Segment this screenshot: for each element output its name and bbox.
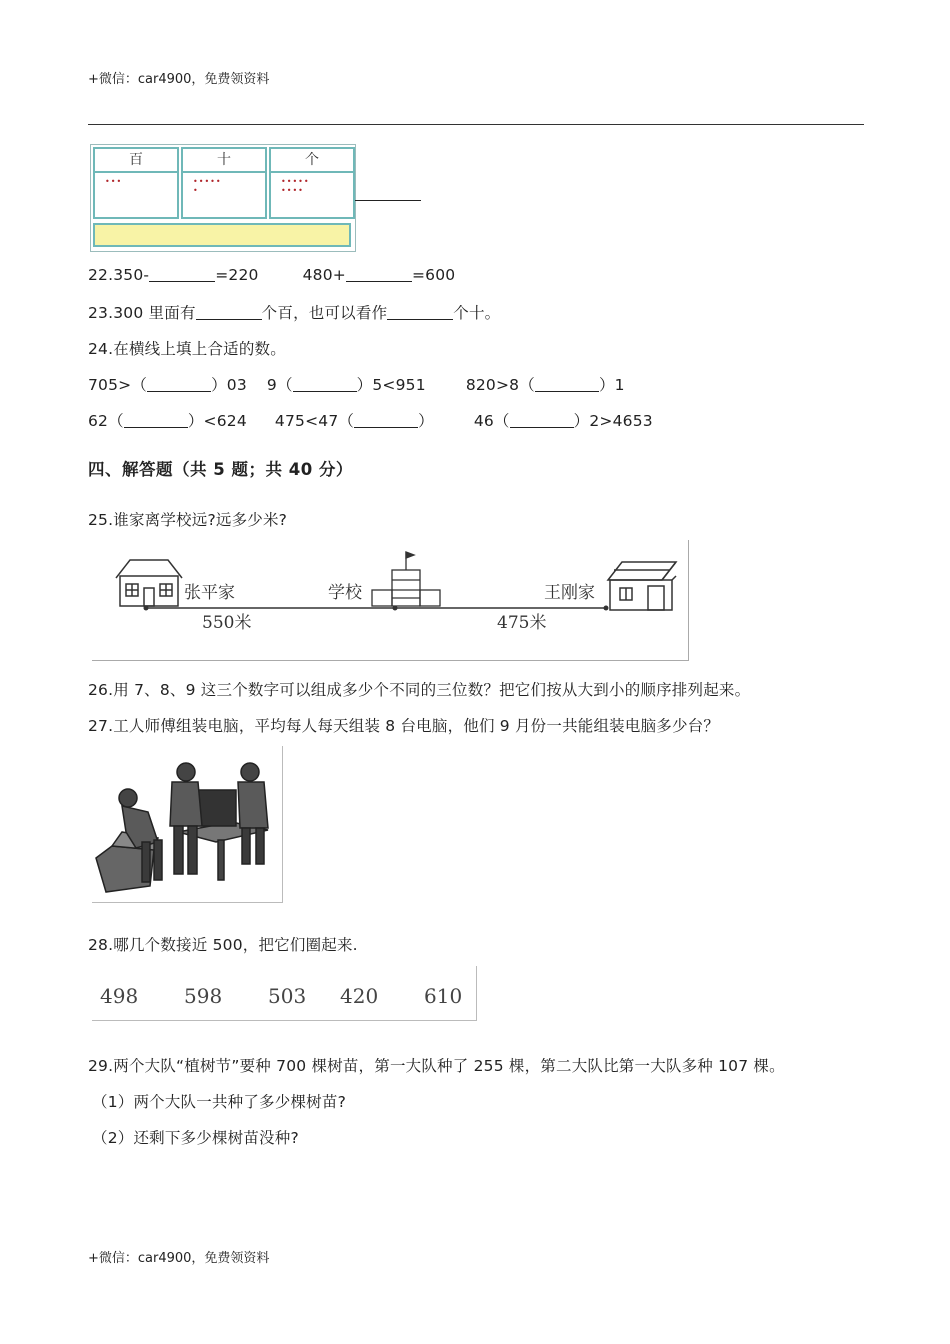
- q22-part-a: 22.350-: [88, 266, 150, 284]
- workers-illustration: [92, 746, 282, 902]
- q24-r2-blank-3[interactable]: [510, 413, 574, 428]
- question-27: 27.工人师傅组装电脑，平均每人每天组装 8 台电脑，他们 9 月份一共能组装电脑多少台？: [88, 717, 720, 735]
- answer-strip: [93, 223, 351, 247]
- point-right: [604, 606, 609, 611]
- answer-blank[interactable]: [355, 200, 421, 201]
- q24-r1-c: 9（: [266, 376, 293, 394]
- section-title: 四、解答题（共 5 题；共 40 分）: [88, 460, 353, 479]
- question-29-part-2: （2）还剩下多少棵树苗没种?: [92, 1129, 299, 1147]
- point-school: [393, 606, 398, 611]
- question-28: 28.哪几个数接近 500，把它们圈起来.: [88, 936, 358, 954]
- q23-blank-1[interactable]: [196, 305, 262, 320]
- number-4[interactable]: 420: [340, 984, 379, 1008]
- q24-r2-f: ）2>4653: [573, 412, 653, 430]
- number-5[interactable]: 610: [424, 984, 463, 1008]
- header-divider: [88, 124, 864, 125]
- q24-r2-d: ）: [418, 412, 434, 430]
- q24-r2-a: 62（: [88, 412, 124, 430]
- q22-blank-1[interactable]: [149, 267, 215, 282]
- question-24-row-1: [88, 373, 625, 395]
- question-26: 26.用 7、8、9 这三个数字可以组成多少个不同的三位数？把它们按从大到小的顺序排列起来。: [88, 681, 751, 699]
- q24-r1-blank-3[interactable]: [535, 377, 599, 392]
- q24-r2-blank-1[interactable]: [124, 413, 188, 428]
- school-icon: [372, 552, 440, 606]
- number-1[interactable]: 498: [100, 984, 139, 1008]
- ones-column: [269, 147, 355, 219]
- left-house-icon: [116, 560, 182, 606]
- question-24-row-2: [88, 409, 653, 431]
- number-2[interactable]: 598: [184, 984, 223, 1008]
- right-house-icon: [608, 562, 676, 610]
- label-zhangping: 张平家: [184, 583, 235, 603]
- q23-part-c: 个十。: [453, 304, 501, 322]
- question-25: 25.谁家离学校远?远多少米?: [88, 511, 288, 529]
- distance-diagram: [92, 540, 688, 660]
- q24-r1-e: 820>8（: [465, 376, 535, 394]
- label-wanggang: 王刚家: [544, 583, 595, 603]
- q22-blank-2[interactable]: [346, 267, 412, 282]
- label-550: 550米: [202, 613, 252, 633]
- q24-r1-blank-1[interactable]: [147, 377, 211, 392]
- tens-column: [181, 147, 267, 219]
- q22-part-c: 480+: [302, 266, 346, 284]
- ones-beads: ••••• ••••: [281, 177, 310, 195]
- q24-r1-d: ）5<951: [356, 376, 426, 394]
- q24-r2-e: 46（: [473, 412, 510, 430]
- tens-header: 十: [183, 149, 265, 173]
- q22-part-d: =600: [411, 266, 456, 284]
- q24-r1-a: 705>（: [88, 376, 148, 394]
- q24-r2-b: ）<624: [187, 412, 247, 430]
- ones-header: 个: [271, 149, 353, 173]
- question-24-title: 24.在横线上填上合适的数。: [88, 340, 286, 358]
- workers-figure: [92, 746, 283, 903]
- question-29: 29.两个大队“植树节”要种 700 棵树苗，第一大队种了 255 棵，第二大队比第一大队多种 107 棵。: [88, 1057, 785, 1075]
- q24-r1-blank-2[interactable]: [293, 377, 357, 392]
- point-left: [144, 606, 149, 611]
- label-school: 学校: [328, 583, 362, 603]
- header-note: +微信：car4900，免费领资料: [88, 72, 270, 87]
- q22-part-b: =220: [215, 266, 259, 284]
- hundreds-beads: •••: [105, 177, 123, 186]
- q24-r1-f: ）1: [598, 376, 625, 394]
- distance-figure: [92, 540, 689, 661]
- q23-blank-2[interactable]: [387, 305, 453, 320]
- hundreds-header: 百: [95, 149, 177, 173]
- question-23: [88, 301, 500, 323]
- label-475: 475米: [497, 613, 547, 633]
- number-3[interactable]: 503: [268, 984, 307, 1008]
- q24-r2-c: 475<47（: [274, 412, 355, 430]
- question-22: [88, 266, 455, 284]
- numbers-box: [92, 966, 477, 1021]
- footer-note: +微信：car4900，免费领资料: [88, 1251, 270, 1266]
- q24-r1-b: ）03: [211, 376, 247, 394]
- tens-beads: ••••• •: [193, 177, 222, 195]
- q23-part-b: 个百，也可以看作: [261, 304, 388, 322]
- q23-part-a: 23.300 里面有: [88, 304, 196, 322]
- q24-r2-blank-2[interactable]: [354, 413, 418, 428]
- hundreds-column: [93, 147, 179, 219]
- question-29-part-1: （1）两个大队一共种了多少棵树苗?: [92, 1093, 346, 1111]
- place-value-chart: [90, 144, 356, 252]
